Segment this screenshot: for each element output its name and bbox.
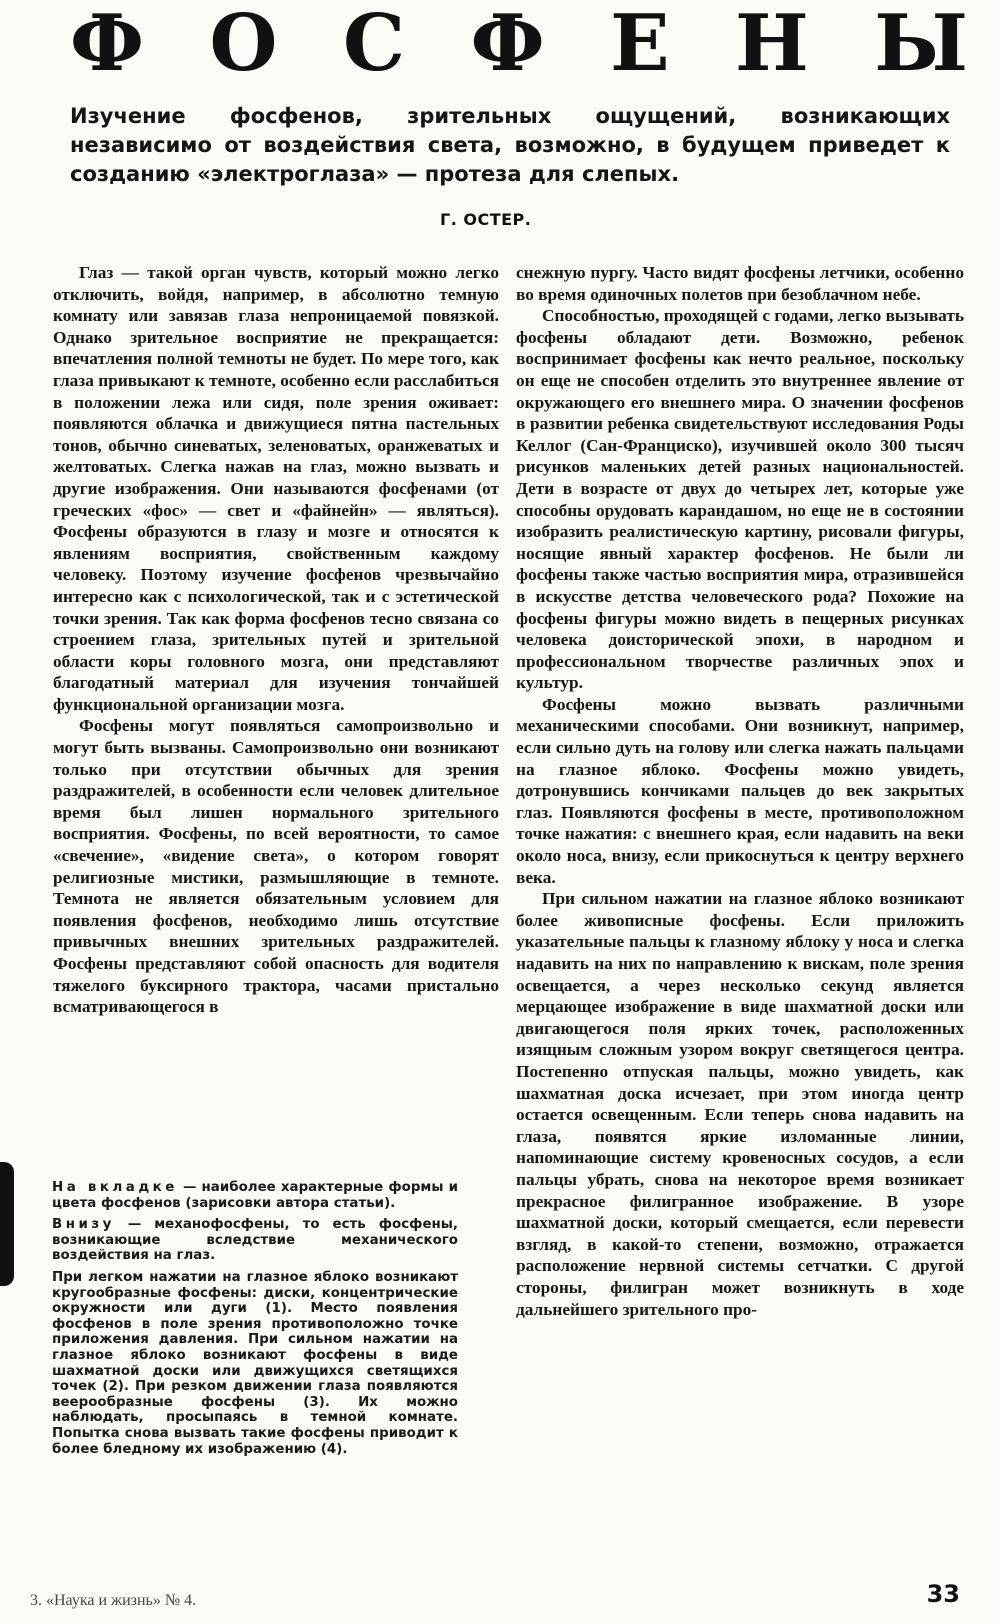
lead-paragraph: Изучение фосфенов, зрительных ощущений, возникающих независимо от воздействия света, возможно, в будущем приведет к созданию «электроглаза» — протеза для слепых. bbox=[70, 104, 950, 186]
caption-marker bbox=[0, 1162, 14, 1286]
title-letter: Ф bbox=[470, 0, 545, 89]
paragraph: снежную пургу. Часто видят фосфены летчики, особенно во время одиночных полетов при безоблачном небе. bbox=[516, 263, 964, 304]
caption-paragraph bbox=[52, 1180, 458, 1211]
caption-text: — механофосфены, то есть фосфены, возникающие вследствие механического воздействия на глаз. bbox=[52, 1217, 458, 1264]
title-letter: Ф bbox=[70, 0, 145, 89]
article-title bbox=[70, 0, 968, 89]
caption-paragraph bbox=[52, 1217, 458, 1264]
title-letter: Н bbox=[735, 0, 809, 89]
paragraph: Фосфены можно вызвать различными механическими способами. Они возникнут, например, если сильно дуть на голову или слегка нажать пальцами на глазное яблоко. Фосфены можно увидеть, дотронувшись кончиками пальцев до век закрытых глаз. Появляются фосфены в месте, противоположном точке нажатия: с внешнего края, если надавить на веки около носа, внизу, если прикоснуться к центру верхнего века. bbox=[516, 694, 964, 887]
paragraph: Фосфены могут появляться самопроизвольно и могут быть вызваны. Самопроизвольно они возникают только при отсутствии обычных для зрения раздражителей, в особенности если человек длительное время был лишен нормального зрительного восприятия. Фосфены, по всей вероятности, то самое «свечение», «видение света», о котором говорят религиозные мистики, размышляющие в темноте. Темнота не является обязательным условием для появления фосфенов, необходимо лишь отсутствие привычных внешних зрительных раздражителей. Фосфены представляют собой опасность для водителя тяжелого буксирного трактора, часами пристально всматривающегося в bbox=[53, 716, 499, 1017]
title-letter: О bbox=[209, 0, 278, 89]
caption-keyword: На вкладке bbox=[52, 1180, 178, 1195]
left-column bbox=[53, 262, 499, 1018]
caption-paragraph: При легком нажатии на глазное яблоко возникают кругообразные фосфены: диски, концентрические окружности или дуги (1). Место появления фосфенов в поле зрения противоположно точке приложения давления. При сильном нажатии на глазное яблоко возникают фосфены в виде шахматной доски или движущихся светящихся точек (2). При резком движении глаза появляются веерообразные фосфены (3). Их можно наблюдать, просыпаясь в темной комнате. Попытка снова вызвать такие фосфены приводит к более бледному их изображению (4). bbox=[52, 1269, 458, 1457]
paragraph: При сильном нажатии на глазное яблоко возникают более живописные фосфены. Если приложить указательные пальцы к глазному яблоку у носа и слегка надавить на них по направлению к вискам, поле зрения освещается, а через несколько секунд является мерцающее изображение в виде шахматной доски или двигающегося поля ярких точек, расположенных изящным сложным узором вокруг светящегося центра. Постепенно отпуская пальцы, можно увидеть, как шахматная доска исчезает, при этом иногда центр остается освещенным. Если теперь снова надавить на глаза, появятся яркие изломанные линии, напоминающие систему кровеносных сосудов, а если пальцы убрать, снова на некоторое время возникает прекрасное филигранное изображение. В узоре шахматной доски, который смещается, если перевести взгляд, в какой-то степени, возможно, отражается расположение нервной системы сетчатки. С другой стороны, филигран может возникнуть в ходе дальнейшего зрительного про- bbox=[516, 889, 964, 1319]
caption-keyword: Внизу bbox=[52, 1217, 115, 1233]
page-number: 33 bbox=[926, 1580, 960, 1608]
caption-text: — наиболее характерные формы и цвета фосфенов (зарисовки автора статьи). bbox=[52, 1180, 459, 1211]
title-letter: Е bbox=[610, 0, 670, 89]
title-letter: С bbox=[342, 0, 406, 89]
footer-source: 3. «Наука и жизнь» № 4. bbox=[30, 1592, 197, 1609]
author-byline: Г. ОСТЕР. bbox=[440, 210, 532, 229]
figure-caption bbox=[52, 1180, 458, 1463]
title-letter: Ы bbox=[874, 0, 968, 89]
right-column bbox=[516, 262, 964, 1320]
paragraph: Глаз — такой орган чувств, который можно легко отключить, войдя, например, в абсолютно темную комнату или завязав глаза непроницаемой повязкой. Однако зрительное восприятие не прекращается: впечатления полной темноты не будет. По мере того, как глаза привыкают к темноте, особенно если расслабиться в положении лежа или сидя, поле зрения оживает: появляются облачка и движущиеся пятна пастельных тонов, обычно синеватых, зеленоватых, оранжеватых и желтоватых. Слегка нажав на глаз, можно вызвать и другие изображения. Они называются фосфенами (от греческих «фос» — свет и «файнейн» — являться). Фосфены образуются в глазу и мозге и относятся к явлениям восприятия, свойственным каждому человеку. Поэтому изучение фосфенов чрезвычайно интересно как с психологической, так и с эстетической точки зрения. Так как форма фосфенов тесно связана со строением глаза, зрительных путей и зрительной области коры головного мозга, они представляют благодатный материал для изучения тончайшей функциональной организации мозга. bbox=[53, 263, 499, 714]
paragraph: Способностью, проходящей с годами, легко вызывать фосфены обладают дети. Возможно, ребенок воспринимает фосфены как нечто реальное, поскольку он еще не способен отделить это внутреннее явление от окружающего его внешнего мира. О значении фосфенов в развитии ребенка свидетельствуют исследования Роды Келлог (Сан-Франциско), изучившей около 300 тысяч рисунков маленьких детей разных национальностей. Дети в возрасте от двух до четырех лет, которые уже способны орудовать карандашом, но еще не в состоянии изобразить реалистическую картину, рисовали фигуры, носящие явный характер фосфенов. Не были ли фосфены также частью восприятия мира, отразившейся в искусстве детства человеческого рода? Похожие на фосфены фигуры можно видеть в пещерных рисунках человека доисторической эпохи, в народном и профессиональном творчестве различных эпох и культур. bbox=[516, 306, 964, 693]
